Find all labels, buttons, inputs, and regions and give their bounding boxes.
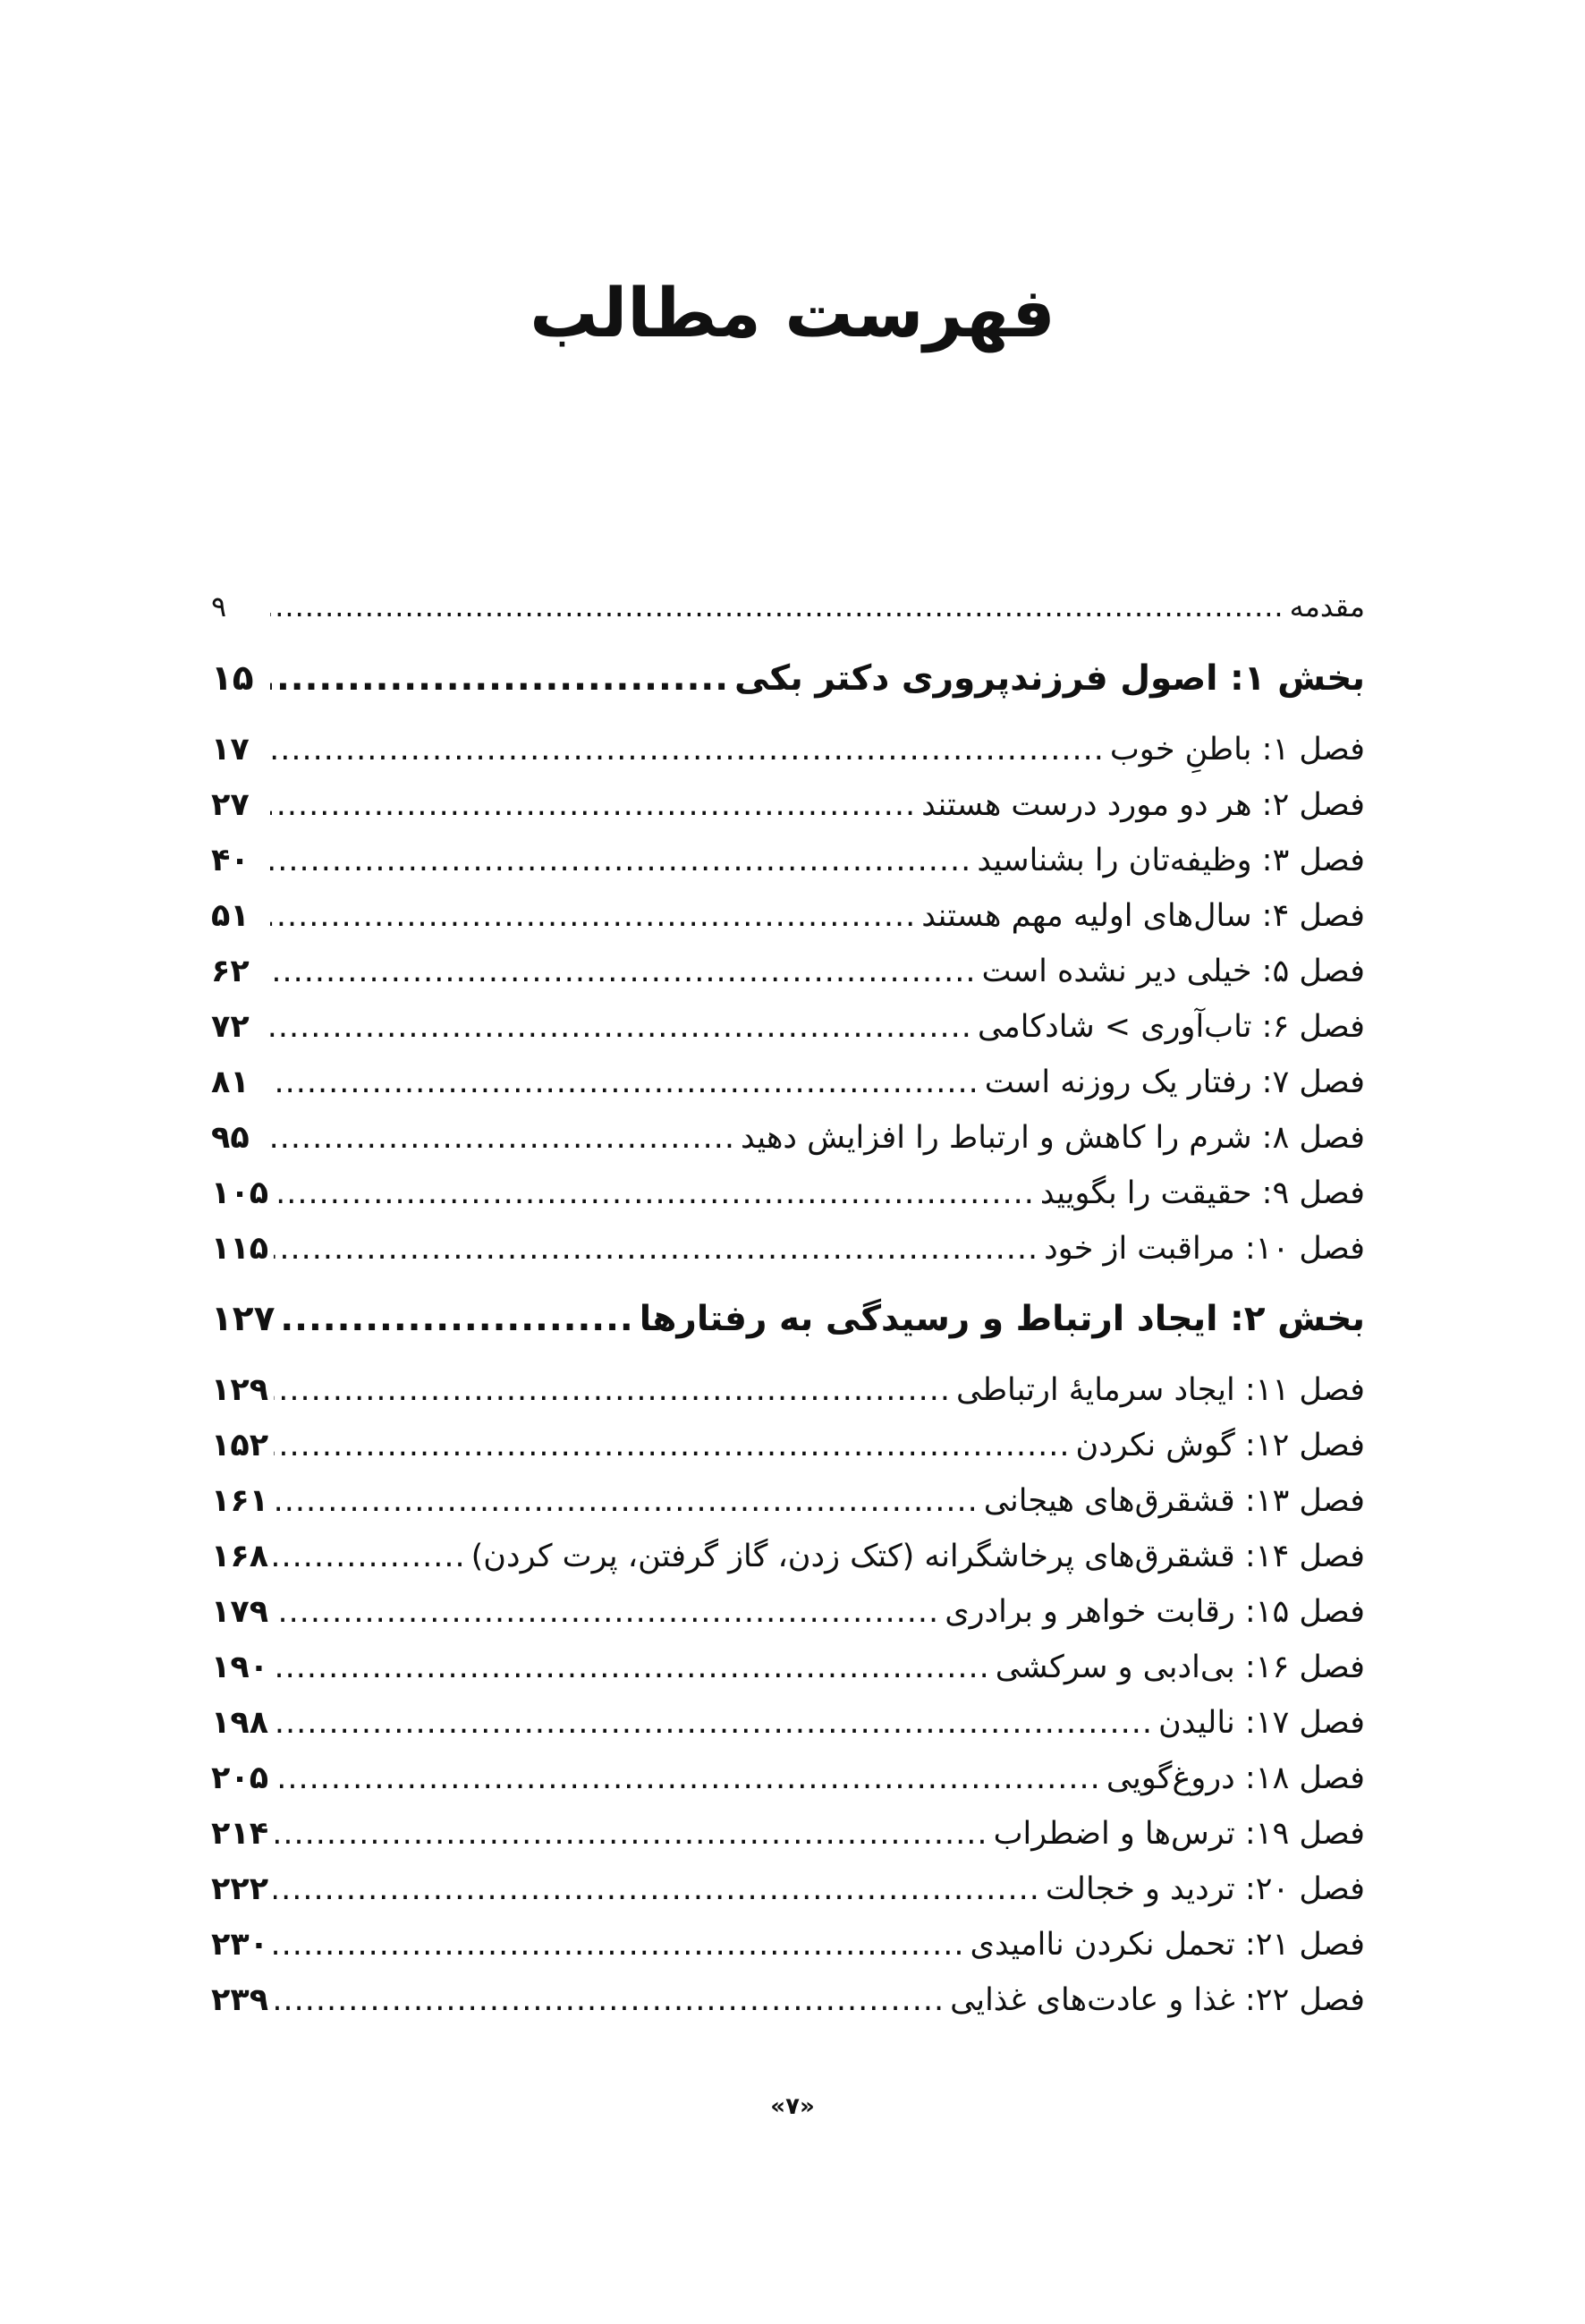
toc-entry-page: ۸۱: [211, 1064, 250, 1100]
toc-chapter-row: [211, 1362, 1365, 1418]
toc-dot-leader: [274, 1751, 1101, 1806]
toc-entry-page: ۱۰۵: [211, 1175, 269, 1211]
toc-chapter-row: [211, 1166, 1365, 1221]
toc-chapter-row: [211, 888, 1365, 944]
toc-dot-leader: [274, 1221, 1038, 1277]
toc-entry-label: فصل ۱۲: گوش نکردن: [1075, 1428, 1365, 1463]
toc-dot-leader: [274, 1584, 939, 1640]
toc-dot-leader: [274, 1529, 466, 1584]
toc-entry-label: فصل ۶: تاب‌آوری > شادکامی: [977, 1009, 1365, 1045]
toc-entry-label: فصل ۳: وظیفه‌تان را بشناسید: [977, 843, 1365, 878]
toc-entry-page: ۹۵: [211, 1120, 250, 1156]
toc-entry-label: فصل ۱۳: قشقرق‌های هیجانی: [983, 1483, 1365, 1519]
toc-dot-leader: [274, 1362, 951, 1418]
toc-entry-label: فصل ۱۹: ترس‌ها و اضطراب: [993, 1816, 1365, 1852]
toc-chapter-row: [211, 1862, 1365, 1917]
toc-entry-page: ۱۹۰: [211, 1650, 269, 1685]
toc-chapter-row: [211, 944, 1365, 999]
toc-entry-label: فصل ۱۷: نالیدن: [1158, 1705, 1365, 1741]
toc-entry-label: فصل ۲۱: تحمل نکردن ناامیدی: [970, 1927, 1365, 1963]
table-of-contents: [211, 577, 1365, 2028]
toc-chapter-row: [211, 1972, 1365, 2028]
toc-entry-page: ۲۳۰: [211, 1927, 269, 1963]
toc-entry-label: فصل ۱۱: ایجاد سرمایهٔ ارتباطی: [956, 1372, 1365, 1408]
toc-dot-leader: [270, 833, 971, 888]
toc-entry-page: ۱۷: [211, 732, 250, 768]
toc-dot-leader: [270, 1055, 979, 1110]
toc-dot-leader: [274, 1806, 987, 1862]
toc-chapter-row: [211, 1221, 1365, 1277]
toc-entry-label: فصل ۱: باطنِ خوب: [1109, 732, 1365, 768]
toc-chapter-row: [211, 1055, 1365, 1110]
toc-dot-leader: [274, 1166, 1035, 1221]
toc-dot-leader: [270, 1110, 735, 1166]
toc-part-row: [211, 1277, 1365, 1362]
toc-chapter-row: [211, 1584, 1365, 1640]
toc-dot-leader: [274, 1972, 945, 2028]
toc-entry-page: ۴۰: [211, 843, 250, 878]
toc-entry-page: ۱۶۱: [211, 1483, 269, 1519]
toc-chapter-row: [211, 999, 1365, 1055]
toc-entry-label: فصل ۷: رفتار یک روزنه است: [984, 1064, 1365, 1100]
toc-dot-leader: [270, 777, 916, 833]
toc-dot-leader: [274, 1473, 979, 1529]
toc-chapter-row: [211, 1640, 1365, 1695]
toc-entry-page: ۱۲۹: [211, 1372, 269, 1408]
toc-chapter-row: [211, 1418, 1365, 1473]
toc-dot-leader: [270, 999, 972, 1055]
toc-entry-page: ۱۵: [211, 658, 254, 699]
toc-dot-leader: [270, 636, 729, 722]
toc-chapter-row: [211, 1806, 1365, 1862]
toc-entry-page: ۱۶۸: [211, 1539, 269, 1574]
toc-entry-page: ۶۲: [211, 954, 250, 989]
page-number: «۷»: [770, 2093, 815, 2120]
toc-dot-leader: [274, 1917, 964, 1972]
page-title: فهرست مطالب: [530, 273, 1055, 352]
toc-chapter-row: [211, 1529, 1365, 1584]
toc-dot-leader: [274, 1695, 1153, 1751]
toc-chapter-row: [211, 1110, 1365, 1166]
toc-dot-leader: [274, 1862, 1040, 1917]
toc-dot-leader: [270, 944, 976, 999]
toc-entry-page: ۲۰۵: [211, 1760, 269, 1796]
toc-entry-page: ۲۷: [211, 787, 250, 823]
toc-entry-label: مقدمه: [1289, 589, 1365, 623]
toc-entry-label: فصل ۱۸: دروغ‌گویی: [1106, 1760, 1365, 1796]
toc-entry-label: فصل ۹: حقیقت را بگویید: [1039, 1175, 1365, 1211]
toc-entry-page: ۷۲: [211, 1009, 250, 1045]
toc-dot-leader: [270, 888, 916, 944]
toc-entry-label: فصل ۵: خیلی دیر نشده است: [981, 954, 1365, 989]
toc-entry-page: ۱۲۷: [211, 1299, 275, 1339]
toc-entry-label: فصل ۲: هر دو مورد درست هستند: [921, 787, 1365, 823]
toc-entry-page: ۱۷۹: [211, 1594, 269, 1630]
toc-dot-leader: [274, 1640, 990, 1695]
toc-entry-label: بخش ۱: اصول فرزندپروری دکتر بکی: [734, 658, 1365, 699]
toc-dot-leader: [270, 722, 1105, 777]
toc-chapter-row: [211, 1473, 1365, 1529]
toc-entry-page: ۹: [211, 589, 227, 623]
toc-part-row: [211, 636, 1365, 722]
toc-entry-label: فصل ۴: سال‌های اولیه مهم هستند: [921, 898, 1365, 934]
toc-dot-leader: [280, 1277, 633, 1362]
toc-entry-page: ۵۱: [211, 898, 250, 934]
toc-entry-label: فصل ۱۴: قشقرق‌های پرخاشگرانه (کتک زدن، گاز گرفتن، پرت کردن): [470, 1539, 1365, 1574]
toc-chapter-row: [211, 722, 1365, 777]
toc-entry-page: ۱۱۵: [211, 1231, 269, 1267]
toc-entry-label: فصل ۱۶: بی‌ادبی و سرکشی: [995, 1650, 1365, 1685]
toc-entry-label: فصل ۱۵: رقابت خواهر و برادری: [945, 1594, 1365, 1630]
toc-entry-label: فصل ۱۰: مراقبت از خود: [1044, 1231, 1365, 1267]
toc-chapter-row: [211, 1751, 1365, 1806]
toc-chapter-row: [211, 1917, 1365, 1972]
toc-entry-page: ۱۵۲: [211, 1428, 269, 1463]
toc-chapter-row: [211, 1695, 1365, 1751]
toc-dot-leader: [274, 1418, 1070, 1473]
toc-entry-label: فصل ۲۰: تردید و خجالت: [1045, 1871, 1365, 1907]
toc-entry-page: ۱۹۸: [211, 1705, 269, 1741]
toc-entry-page: ۲۳۹: [211, 1982, 269, 2018]
toc-entry-label: فصل ۲۲: غذا و عادت‌های غذایی: [950, 1982, 1365, 2018]
toc-entry-page: ۲۱۴: [211, 1816, 269, 1852]
toc-entry-label: بخش ۲: ایجاد ارتباط و رسیدگی به رفتارها: [639, 1299, 1365, 1339]
toc-entry-label: فصل ۸: شرم را کاهش و ارتباط را افزایش دهید: [741, 1120, 1365, 1156]
toc-chapter-row: [211, 777, 1365, 833]
toc-intro-row: [211, 577, 1365, 636]
toc-entry-page: ۲۲۲: [211, 1871, 269, 1907]
toc-dot-leader: [270, 577, 1284, 636]
toc-chapter-row: [211, 833, 1365, 888]
